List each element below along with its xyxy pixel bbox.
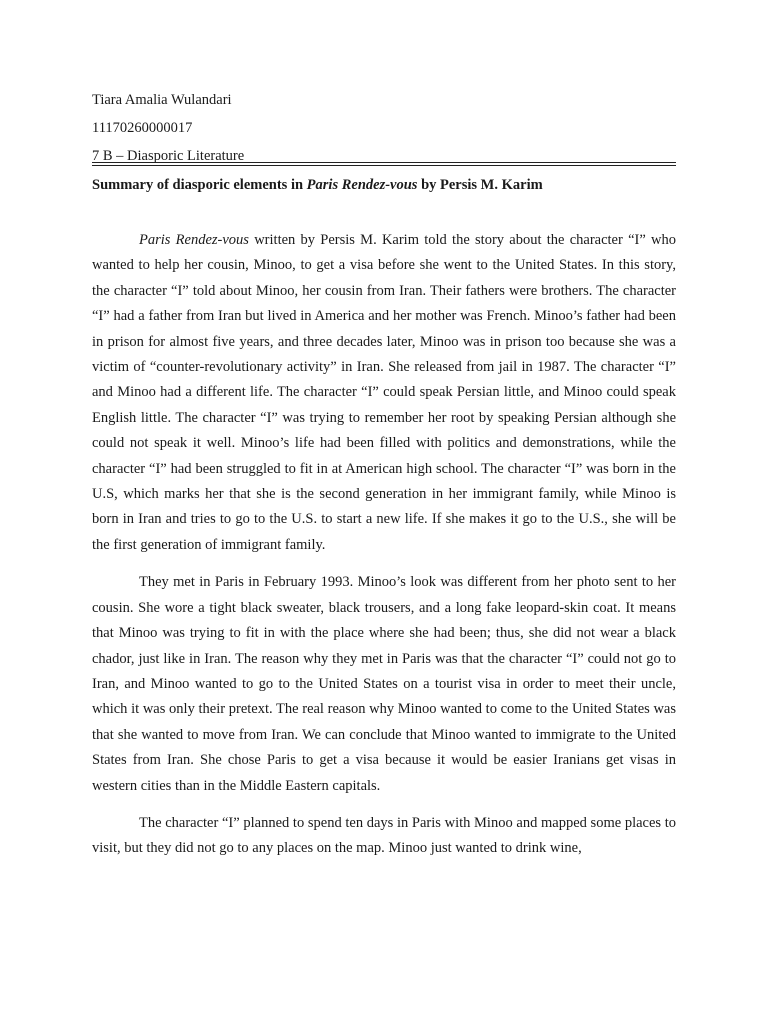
document-header — [92, 86, 676, 170]
title-suffix: by Persis M. Karim — [417, 177, 543, 193]
student-id: 11170260000017 — [92, 120, 193, 136]
document-title — [92, 174, 676, 196]
paragraph-1 — [92, 228, 676, 558]
paragraph-2 — [92, 570, 676, 799]
class-course: 7 B – Diasporic Literature — [92, 148, 245, 164]
title-work: Paris Rendez-vous — [306, 177, 418, 193]
title-prefix: Summary of diasporic elements in — [92, 177, 307, 193]
paragraph-3 — [92, 811, 676, 862]
author-name: Tiara Amalia Wulandari — [92, 92, 232, 108]
paragraph-2-text: They met in Paris in February 1993. Minoo’s look was different from her photo sent to her cousin. She wore a tight black sweater, black trousers, and a long fake leopard-skin coat. It means that Minoo was trying to fit in with the place where she had been; thus, she did not wear a black chador, just like in Iran. The reason why they met in Paris was that the character “I” could not go to Iran, and Minoo wanted to go to the United States on a tourist visa in order to meet their uncle, which it was only their pretext. The real reason why Minoo wanted to come to the United States was that she wanted to move from Iran. We can conclude that Minoo wanted to immigrate to the United States from Iran. She chose Paris to get a visa because it would be easier Iranians get visas in western cities than in the Middle Eastern capitals. — [92, 574, 676, 794]
paragraph-3-text: The character “I” planned to spend ten days in Paris with Minoo and mapped some places to visit, but they did not go to any places on the map. Minoo just wanted to drink wine, — [92, 814, 676, 857]
paragraph-1-lead: Paris Rendez-vous — [139, 232, 249, 248]
header-divider — [92, 162, 676, 166]
document-body — [92, 228, 676, 874]
paragraph-1-text: written by Persis M. Karim told the story about the character “I” who wanted to help her cousin, Minoo, to get a visa before she went to the United States. In this story, the character “I” told about Minoo, her cousin from Iran. Their fathers were brothers. The character “I” had a father from Iran but lived in America and her mother was French. Minoo’s father had been in prison for almost five years, and three decades later, Minoo was in prison too because she was a victim of “counter-revolutionary activity” in Iran. She released from jail in 1987. The character “I” and Minoo had a different life. The character “I” could speak Persian little, and Minoo could speak English little. The character “I” was trying to remember her root by speaking Persian although she could not speak it well. Minoo’s life had been filled with politics and demonstrations, while the character “I” had been struggled to fit in at American high school. The character “I” was born in the U.S, which marks her that she is the second generation in her immigrant family, while Minoo is born in Iran and tries to go to the U.S. to start a new life. If she makes it go to the U.S., she will be the first generation of immigrant family. — [92, 232, 676, 553]
